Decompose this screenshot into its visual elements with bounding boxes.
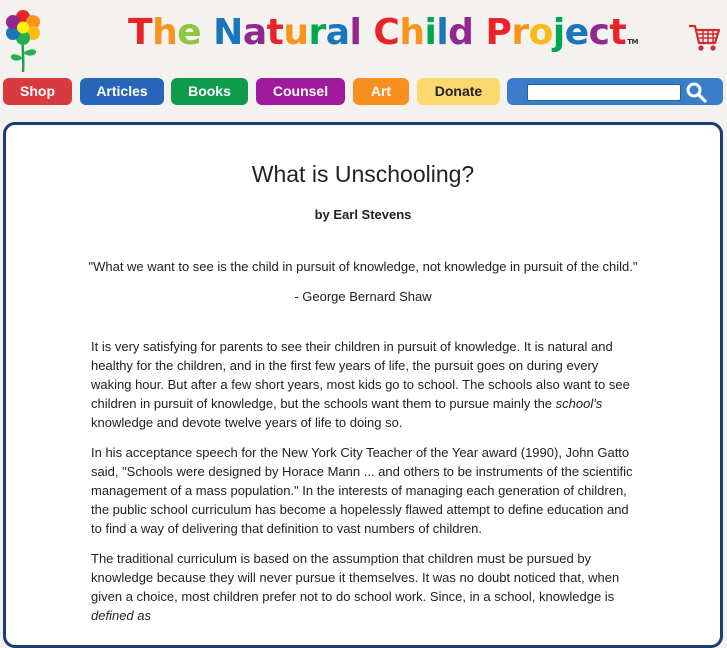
article-title: What is Unschooling?: [251, 161, 475, 187]
article-paragraph: [91, 549, 639, 625]
article-byline: by Earl Stevens: [314, 207, 412, 222]
site-title[interactable]: [128, 8, 638, 58]
title-letter: i: [424, 12, 437, 53]
nav-counsel-button[interactable]: Counsel: [256, 78, 345, 105]
title-letter: r: [511, 12, 529, 53]
site-header: [0, 0, 727, 75]
paragraph-text: In his acceptance speech for the New York City Teacher of the Year award (1990), John Gatto said, "Schools were designed by Horace Mann ... and others to be instruments of the scientific management of a mass population." In the interests of managing each generation of children, the public school curriculum has become a hopelessly flawed attempt to define education and to find a way of delivering that definition to vast numbers of children.: [91, 445, 633, 536]
paragraph-text: It is very satisfying for parents to see their children in pursuit of knowledge. It is natural and healthy for the children, and in the first few years of life, the pursuit goes on during every waking hour. But after a few short years, most kids go to school. The schools also want to see children in pursuit of knowledge, but the schools want them to pursue mainly the: [91, 339, 630, 411]
title-letter: t: [609, 12, 627, 53]
title-letter: e: [177, 12, 202, 53]
paragraph-text: knowledge and devote twelve years of life to doing so.: [91, 415, 403, 430]
title-letter: h: [152, 12, 178, 53]
search-bar: [507, 78, 723, 105]
emphasized-text: school's: [555, 396, 603, 411]
epigraph-quote: "What we want to see is the child in pursuit of knowledge, not knowledge in pursuit of the child.": [88, 259, 638, 274]
main-nav: [0, 78, 727, 106]
search-icon[interactable]: [685, 81, 707, 103]
article-paragraph: [91, 443, 639, 538]
title-letter: [361, 12, 373, 53]
title-letter: c: [588, 12, 610, 53]
article-body: [91, 337, 639, 636]
title-letter: d: [448, 12, 474, 53]
paragraph-text: The traditional curriculum is based on the assumption that children must be pursued by knowledge because they will never pursue it themselves. It was no doubt noticed that, when given a choice, most children prefer not to do school work. Since, in a school, knowledge is: [91, 551, 620, 604]
title-letter: T: [128, 12, 153, 53]
title-letter: t: [266, 12, 284, 53]
title-letter: a: [242, 12, 267, 53]
flower-logo-icon[interactable]: [3, 6, 43, 72]
nav-donate-button[interactable]: Donate: [417, 78, 500, 105]
emphasized-text: defined as: [91, 608, 151, 623]
title-letter: l: [349, 12, 362, 53]
title-letter: r: [308, 12, 326, 53]
title-letter: [473, 12, 485, 53]
title-letter: l: [436, 12, 449, 53]
title-letter: C: [373, 12, 400, 53]
article-container: [3, 122, 723, 648]
article-paragraph: [91, 337, 639, 432]
nav-articles-button[interactable]: Articles: [80, 78, 164, 105]
title-letter: [201, 12, 213, 53]
shopping-cart-icon[interactable]: [688, 20, 720, 54]
epigraph-author: - George Bernard Shaw: [294, 289, 432, 304]
nav-books-button[interactable]: Books: [171, 78, 248, 105]
trademark-mark: TM: [627, 38, 638, 46]
title-letter: P: [485, 12, 512, 53]
title-letter: e: [564, 12, 589, 53]
title-letter: h: [399, 12, 425, 53]
nav-art-button[interactable]: Art: [353, 78, 409, 105]
search-input[interactable]: [527, 84, 681, 101]
nav-shop-button[interactable]: Shop: [3, 78, 72, 105]
title-letter: u: [283, 12, 309, 53]
title-letter: o: [528, 12, 553, 53]
title-letter: j: [552, 12, 565, 53]
title-letter: N: [213, 12, 243, 53]
title-letter: a: [325, 12, 350, 53]
